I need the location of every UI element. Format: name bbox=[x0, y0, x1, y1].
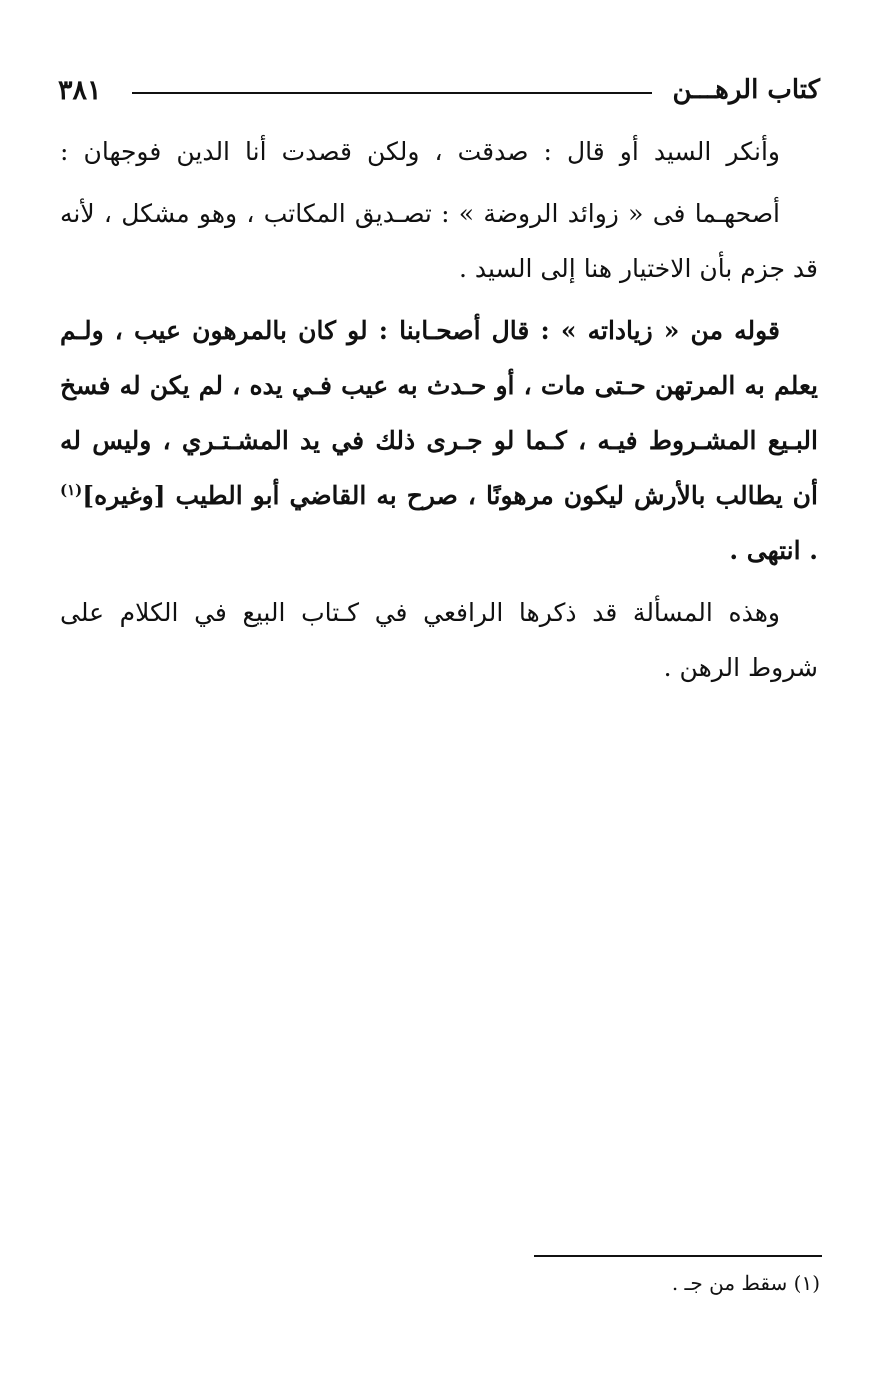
paragraph-3 bbox=[60, 303, 818, 578]
paragraph-3-ending: . انتهى . bbox=[729, 536, 818, 565]
footnote-separator bbox=[534, 1255, 822, 1257]
page-number: ٣٨١ bbox=[58, 74, 102, 106]
footnote: (١) سقط من جـ . bbox=[671, 1271, 820, 1295]
paragraph-3-text: قوله من « زياداته » : قال أصحـابنا : لو كان بالمرهون عيب ، ولـم يعلم به المرتهن حـتى مات ، أو حـدث به عيب فـي يده ، لم يكن له فسخ البـيع المشـروط فيـه ، كـما لو جـرى ذلك في يد المشـتـري ، وليس له أن يطالب بالأرش ليكون مرهونًا ، صرح به القاضي أبو الطيب [وغيره] bbox=[60, 316, 818, 510]
body-text bbox=[60, 124, 818, 695]
paragraph-1: وأنكر السيد أو قال : صدقت ، ولكن قصدت أنا الدين فوجهان : bbox=[60, 137, 780, 166]
running-title: كتاب الرهـــن bbox=[672, 75, 820, 105]
footnote-reference: (١) bbox=[60, 481, 83, 499]
paragraph-2: أصحهـما فى « زوائد الروضة » : تصـديق المكاتب ، وهو مشكل ، لأنه قد جزم بأن الاختيار هنا إلى السيد . bbox=[60, 199, 818, 283]
paragraph-4: وهذه المسألة قد ذكرها الرافعي في كـتاب البيع في الكلام على شروط الرهن . bbox=[60, 598, 818, 682]
header-rule bbox=[132, 92, 653, 94]
page-header bbox=[58, 68, 820, 112]
